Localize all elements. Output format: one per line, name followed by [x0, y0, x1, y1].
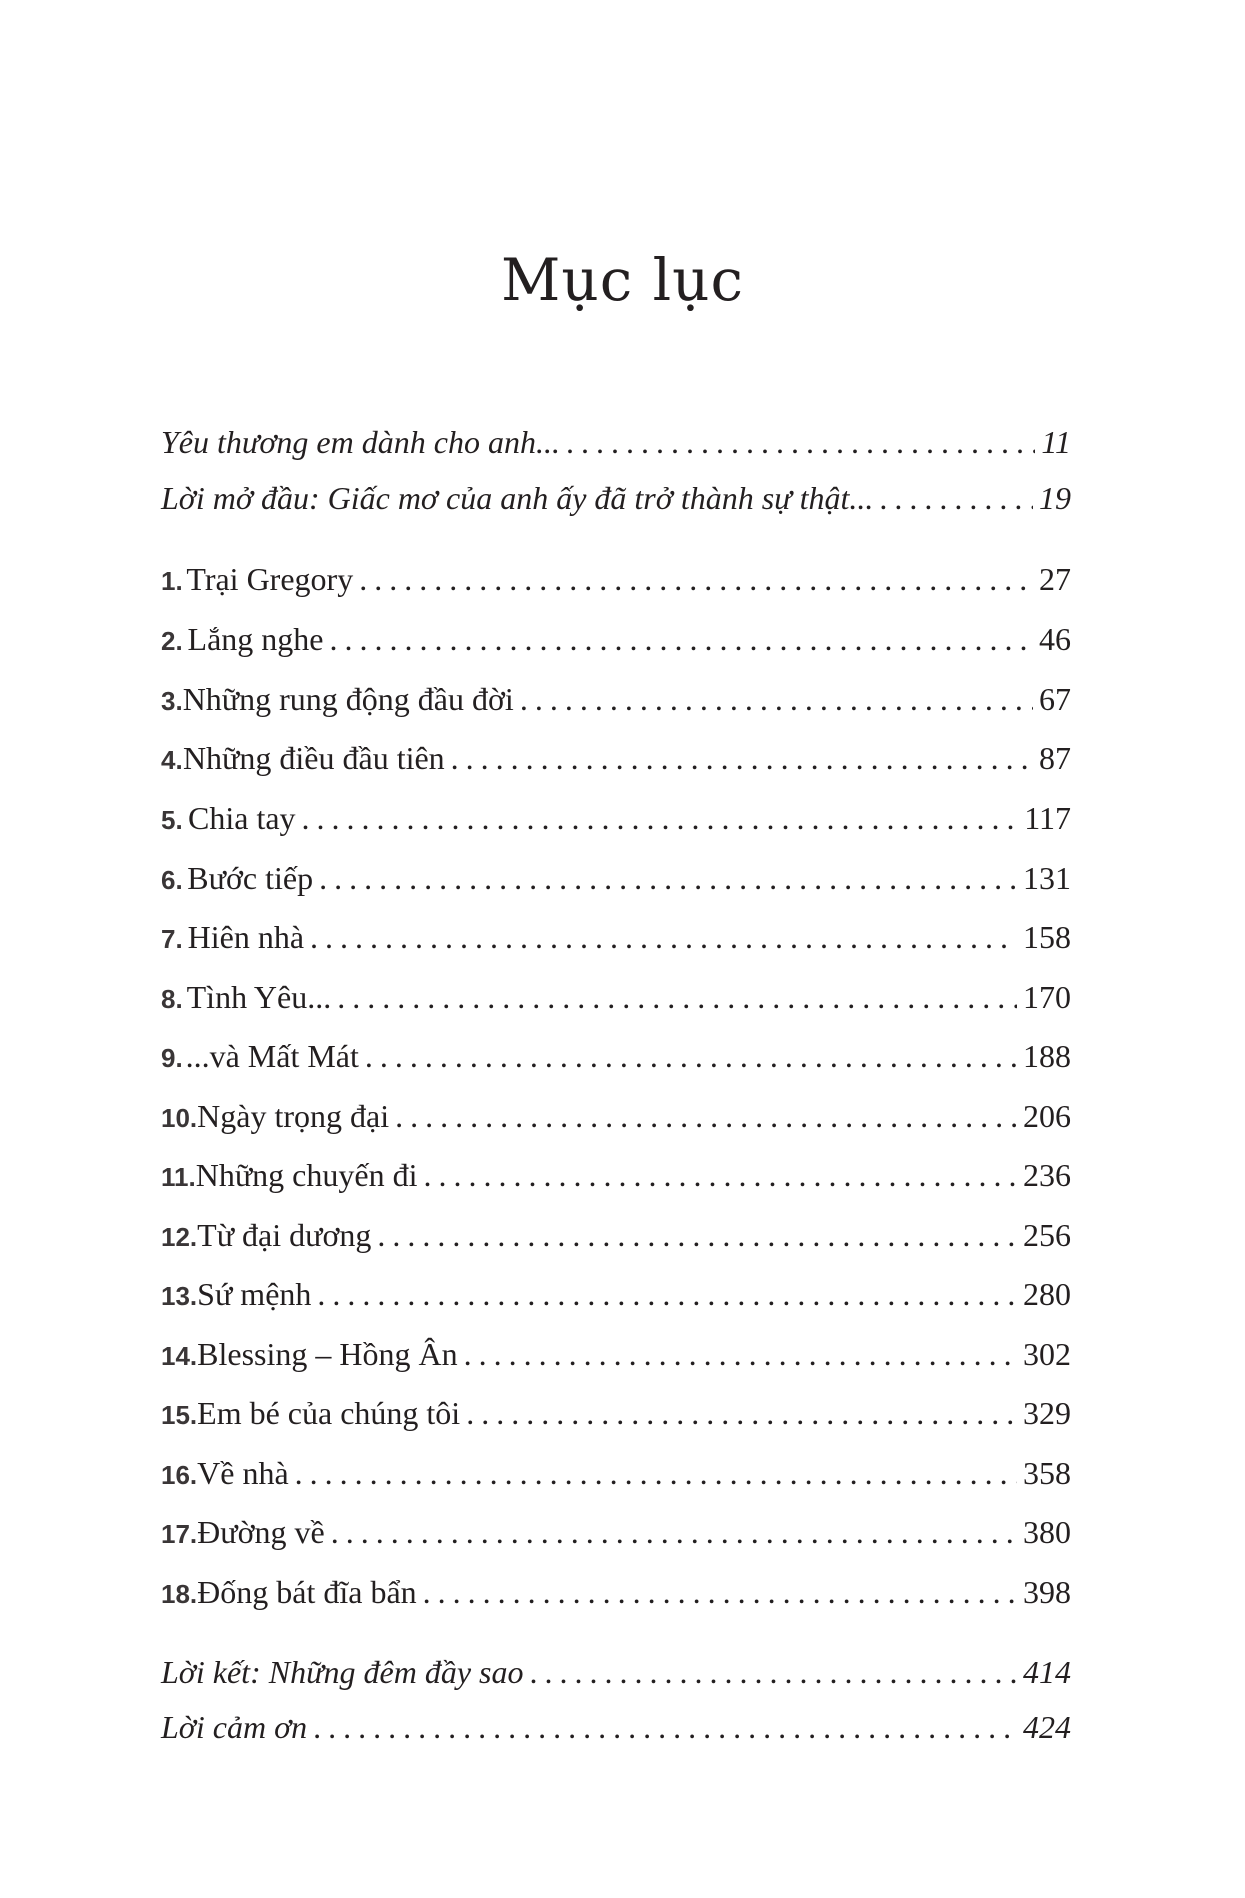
toc-entry-chapter-1[interactable] — [161, 557, 1071, 601]
toc-entry-page: 380 — [1023, 1514, 1071, 1550]
toc-entry-label: Lời mở đầu: Giấc mơ của anh ấy đã trở thành sự thật... — [161, 480, 874, 516]
dot-leader — [464, 1332, 1017, 1376]
toc-entry-page: 206 — [1023, 1098, 1071, 1134]
toc-entry-label: Những điều đầu tiên — [182, 740, 445, 776]
toc-entry-page: 414 — [1023, 1654, 1071, 1690]
toc-entry-page: 236 — [1023, 1157, 1071, 1193]
toc-entry-label: Blessing – Hồng Ân — [197, 1336, 458, 1372]
toc-entry-page: 19 — [1039, 480, 1071, 516]
chapter-number: 1. — [161, 566, 183, 596]
dot-leader — [365, 1034, 1017, 1078]
toc-entry-label: Em bé của chúng tôi — [197, 1395, 461, 1431]
dot-leader — [566, 420, 1035, 464]
toc-entry-chapter-14[interactable] — [161, 1332, 1071, 1376]
toc-entry-chapter-11[interactable] — [161, 1153, 1071, 1197]
toc-entry-chapter-10[interactable] — [161, 1094, 1071, 1138]
toc-entry-chapter-5[interactable] — [161, 796, 1071, 840]
toc-entry-label: Ngày trọng đại — [197, 1098, 390, 1134]
toc-entry-label: Những rung động đầu đời — [182, 681, 514, 717]
toc-entry-chapter-17[interactable] — [161, 1510, 1071, 1554]
toc-entry-label: Từ đại dương — [197, 1217, 372, 1253]
chapter-number: 18. — [161, 1579, 198, 1609]
toc-entry-page: 256 — [1023, 1217, 1071, 1253]
toc-entry-chapter-2[interactable] — [161, 617, 1071, 661]
toc-entry-chapter-13[interactable] — [161, 1272, 1071, 1316]
chapter-number: 6. — [161, 865, 183, 895]
toc-entry-page: 158 — [1023, 919, 1071, 955]
toc-entry-label: Đống bát đĩa bẩn — [197, 1574, 417, 1610]
toc-entry-page: 424 — [1023, 1709, 1071, 1745]
toc-entry-label: Hiên nhà — [187, 919, 305, 955]
dot-leader — [377, 1213, 1017, 1257]
toc-entry-label: Đường về — [197, 1514, 325, 1550]
chapter-number: 13. — [161, 1281, 198, 1311]
dot-leader — [466, 1391, 1017, 1435]
dot-leader — [529, 1650, 1017, 1694]
toc-entry-label: Những chuyến đi — [195, 1157, 418, 1193]
toc-entry-chapter-7[interactable] — [161, 915, 1071, 959]
chapter-number: 3. — [161, 686, 183, 716]
toc-entry-label: Bước tiếp — [187, 860, 314, 896]
toc-entry-label: Yêu thương em dành cho anh... — [161, 424, 560, 460]
toc-entry-chapter-9[interactable] — [161, 1034, 1071, 1078]
toc-entry-label: Trại Gregory — [186, 561, 354, 597]
toc-entry-chapter-18[interactable] — [161, 1570, 1071, 1614]
toc-entry-chapter-16[interactable] — [161, 1451, 1071, 1495]
toc-entry-label: Chia tay — [188, 800, 296, 836]
toc-entry-label: Lời cảm ơn — [161, 1709, 308, 1745]
chapter-number: 16. — [161, 1460, 198, 1490]
dot-leader — [359, 557, 1033, 601]
dot-leader — [451, 736, 1033, 780]
dot-leader — [319, 856, 1017, 900]
chapter-number: 11. — [161, 1162, 196, 1192]
dot-leader — [395, 1094, 1017, 1138]
toc-entry-introduction[interactable] — [161, 476, 1071, 520]
toc-entry-label: Sứ mệnh — [197, 1276, 312, 1312]
dot-leader — [337, 975, 1017, 1019]
dot-leader — [295, 1451, 1017, 1495]
toc-entry-page: 11 — [1041, 424, 1071, 460]
chapter-number: 9. — [161, 1043, 183, 1073]
toc-entry-label: Tình Yêu... — [186, 979, 332, 1015]
toc-entry-chapter-6[interactable] — [161, 856, 1071, 900]
toc-entry-chapter-12[interactable] — [161, 1213, 1071, 1257]
toc-entry-page: 46 — [1039, 621, 1071, 657]
toc-entry-label: Lời kết: Những đêm đầy sao — [161, 1654, 524, 1690]
dot-leader — [310, 915, 1017, 959]
toc-entry-page: 67 — [1039, 681, 1071, 717]
page-title: Mục lục — [500, 246, 745, 314]
toc-entry-page: 117 — [1024, 800, 1071, 836]
toc-entry-chapter-15[interactable] — [161, 1391, 1071, 1435]
dot-leader — [879, 476, 1033, 520]
chapter-number: 5. — [161, 805, 183, 835]
toc-entry-epilogue[interactable] — [161, 1650, 1071, 1694]
toc-entry-page: 398 — [1023, 1574, 1071, 1610]
toc-entry-page: 87 — [1039, 740, 1071, 776]
toc-entry-page: 188 — [1023, 1038, 1071, 1074]
toc-entry-label: Về nhà — [197, 1455, 289, 1491]
dot-leader — [313, 1705, 1017, 1749]
toc-entry-page: 131 — [1023, 860, 1071, 896]
chapter-number: 17. — [161, 1519, 198, 1549]
chapter-number: 14. — [161, 1341, 198, 1371]
dot-leader — [423, 1570, 1017, 1614]
dot-leader — [317, 1272, 1017, 1316]
dot-leader — [520, 677, 1033, 721]
chapter-number: 15. — [161, 1400, 198, 1430]
toc-entry-label: Lắng nghe — [187, 621, 324, 657]
toc-entry-chapter-3[interactable] — [161, 677, 1071, 721]
toc-entry-page: 280 — [1023, 1276, 1071, 1312]
chapter-number: 12. — [161, 1222, 198, 1252]
toc-entry-chapter-4[interactable] — [161, 736, 1071, 780]
dot-leader — [331, 1510, 1017, 1554]
chapter-number: 4. — [161, 745, 183, 775]
dot-leader — [423, 1153, 1017, 1197]
chapter-number: 10. — [161, 1103, 198, 1133]
toc-entry-chapter-8[interactable] — [161, 975, 1071, 1019]
chapter-number: 2. — [161, 626, 183, 656]
toc-entry-page: 358 — [1023, 1455, 1071, 1491]
toc-entry-page: 27 — [1039, 561, 1071, 597]
chapter-number: 8. — [161, 984, 183, 1014]
toc-entry-page: 302 — [1023, 1336, 1071, 1372]
chapter-number: 7. — [161, 924, 183, 954]
dot-leader — [302, 796, 1019, 840]
toc-entry-page: 329 — [1023, 1395, 1071, 1431]
dot-leader — [329, 617, 1033, 661]
toc-entry-label: ...và Mất Mát — [185, 1038, 359, 1074]
toc-entry-page: 170 — [1023, 979, 1071, 1015]
toc-entry-acknowledgements[interactable] — [161, 1705, 1071, 1749]
toc-entry-preface-dedication[interactable] — [161, 420, 1071, 464]
